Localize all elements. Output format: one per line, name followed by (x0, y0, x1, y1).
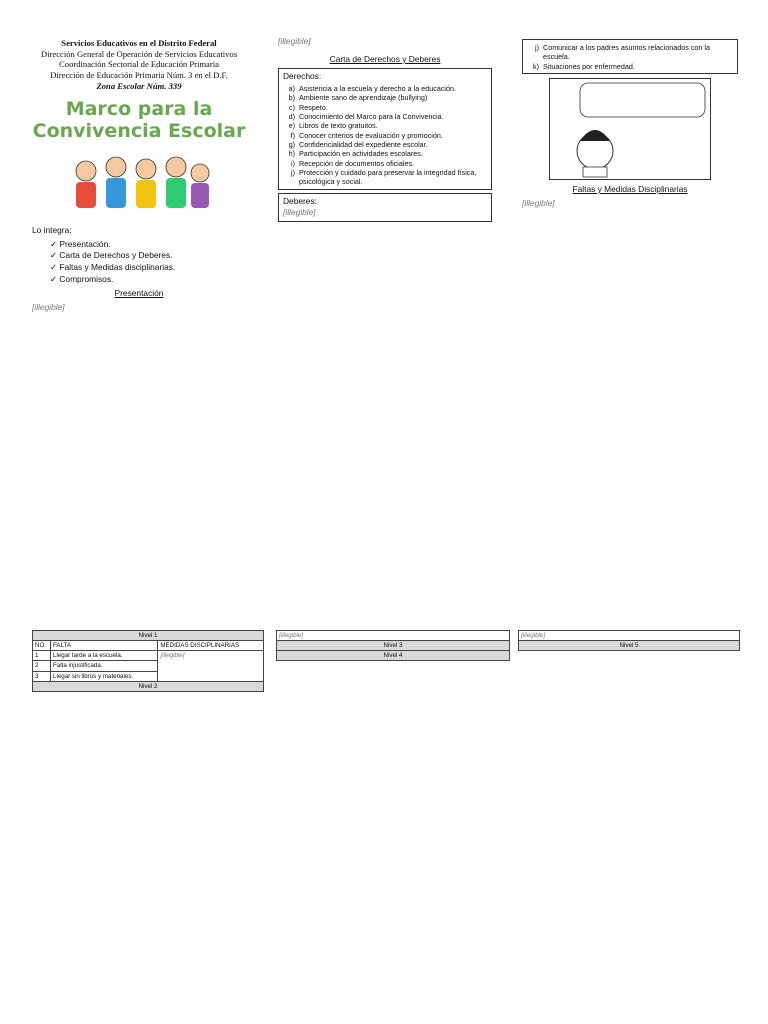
carta-heading: Carta de Derechos y Deberes (329, 53, 441, 64)
table-row (33, 651, 264, 661)
column-2 (278, 36, 492, 556)
child-figure (76, 157, 209, 208)
faltas-text: [illegible] (522, 197, 555, 208)
derecho-item (283, 140, 487, 149)
item-key: j) (535, 43, 539, 52)
level-header: Nivel 1 (33, 631, 264, 641)
level-header: Nivel 3 (277, 641, 510, 651)
header-line: Zona Escolar Núm. 339 (96, 80, 182, 91)
item-text: Respeto. (299, 102, 328, 112)
item-key: e) (288, 121, 295, 131)
row-falta: Llegar tarde a la escuela. (51, 651, 158, 661)
item-text: Ambiente sano de aprendizaje (bullying) (299, 93, 428, 103)
cartoon-illustration (549, 78, 711, 180)
table-2-panel (276, 630, 510, 1024)
item-key: c) (289, 102, 295, 112)
column-3-top-box (522, 39, 738, 74)
deberes-text: [illegible] (283, 207, 316, 218)
contents-list (50, 239, 246, 285)
derechos-box (278, 68, 492, 190)
deberes-heading: Deberes: (283, 195, 317, 206)
contents-item: ✓ Compromisos. (50, 274, 246, 286)
item-text: Recepción de documentos oficiales. (299, 158, 415, 168)
item-text: Confidencialidad del expediente escolar. (299, 139, 428, 149)
continued-cell: [illegible] (277, 631, 510, 641)
header-line: Coordinación Sectorial de Educación Primaria (59, 59, 219, 70)
level-header: Nivel 2 (33, 681, 264, 691)
item-text: Comunicar a los padres asuntos relacionados con la escuela. (543, 43, 711, 62)
item-key: i) (291, 158, 295, 168)
header-line: Servicios Educativos en el Distrito Federal (61, 38, 217, 48)
contents-item: ✓ Presentación. (50, 239, 246, 251)
item-key: h) (288, 149, 295, 159)
children-illustration (64, 149, 214, 219)
title-line: Marco para la (65, 97, 213, 120)
faltas-heading: Faltas y Medidas Disciplinarias (572, 184, 688, 195)
intro-label: Lo integra: (32, 225, 72, 236)
column-2-intro-text: [illegible] (278, 36, 311, 46)
title-line: Convivencia Escolar (32, 120, 246, 143)
row-number: 3 (33, 671, 51, 681)
faltas-table-3 (518, 630, 740, 651)
header-line: Dirección de Educación Primaria Núm. 3 en el D.F. (50, 70, 228, 81)
document-title (32, 98, 246, 144)
item-key: d) (288, 111, 295, 121)
column-3 (522, 36, 738, 556)
table-1-panel (32, 630, 264, 1024)
item-text: Conocimiento del Marco para la Convivencia. (299, 111, 444, 121)
row-falta: Falta injustificada. (51, 661, 158, 671)
item-key: b) (288, 93, 295, 103)
continued-cell: [illegible] (519, 631, 740, 641)
item-text: Protección y cuidado para preservar la integridad física, psicológica y social. (299, 168, 477, 187)
table-3-panel (518, 630, 740, 1024)
item-key: k) (533, 61, 539, 71)
derecho-item (283, 159, 487, 168)
derechos-heading: Derechos: (283, 71, 322, 82)
level-header: Nivel 4 (277, 651, 510, 661)
top-item (527, 43, 733, 62)
derecho-item (283, 93, 487, 102)
derecho-item (283, 168, 487, 187)
derechos-list (283, 84, 487, 187)
derecho-item (283, 131, 487, 140)
item-text: Situaciones por enfermedad. (543, 61, 635, 71)
header-line: Dirección General de Operación de Servicios Educativos (40, 48, 238, 59)
item-text: Participación en actividades escolares. (299, 149, 423, 159)
column-1 (32, 38, 246, 558)
derecho-item (283, 103, 487, 112)
contents-item: ✓ Faltas y Medidas disciplinarias. (50, 262, 246, 274)
contents-item: ✓ Carta de Derechos y Deberes. (50, 250, 246, 262)
derecho-item (283, 149, 487, 158)
derecho-item (283, 112, 487, 121)
institution-header (32, 38, 246, 92)
presentacion-text: [illegible] (32, 301, 65, 312)
item-text: Libros de texto gratuitos. (299, 121, 378, 131)
faltas-table-2 (276, 630, 510, 661)
row-number: 2 (33, 661, 51, 671)
item-key: f) (290, 130, 295, 140)
row-falta: Llegar sin libros y materiales. (51, 671, 158, 681)
faltas-table-1 (32, 630, 264, 692)
presentacion-heading: Presentación (114, 288, 164, 299)
derecho-item (283, 84, 487, 93)
top-list (527, 43, 733, 71)
top-item (527, 62, 733, 71)
item-text: Conocer criterios de evaluación y promoción. (299, 130, 443, 140)
item-text: Asistencia a la escuela y derecho a la educación. (299, 83, 457, 93)
level-header: Nivel 5 (519, 641, 740, 651)
column-header: NO (33, 641, 51, 651)
row-number: 1 (33, 651, 51, 661)
deberes-box (278, 193, 492, 222)
item-key: a) (288, 83, 295, 93)
item-key: j) (291, 168, 295, 178)
column-header: MEDIDAS DISCIPLINARIAS (158, 641, 264, 651)
derecho-item (283, 121, 487, 130)
item-key: g) (288, 139, 295, 149)
medidas-cell: [illegible] (158, 651, 264, 681)
column-header: FALTA (51, 641, 158, 651)
